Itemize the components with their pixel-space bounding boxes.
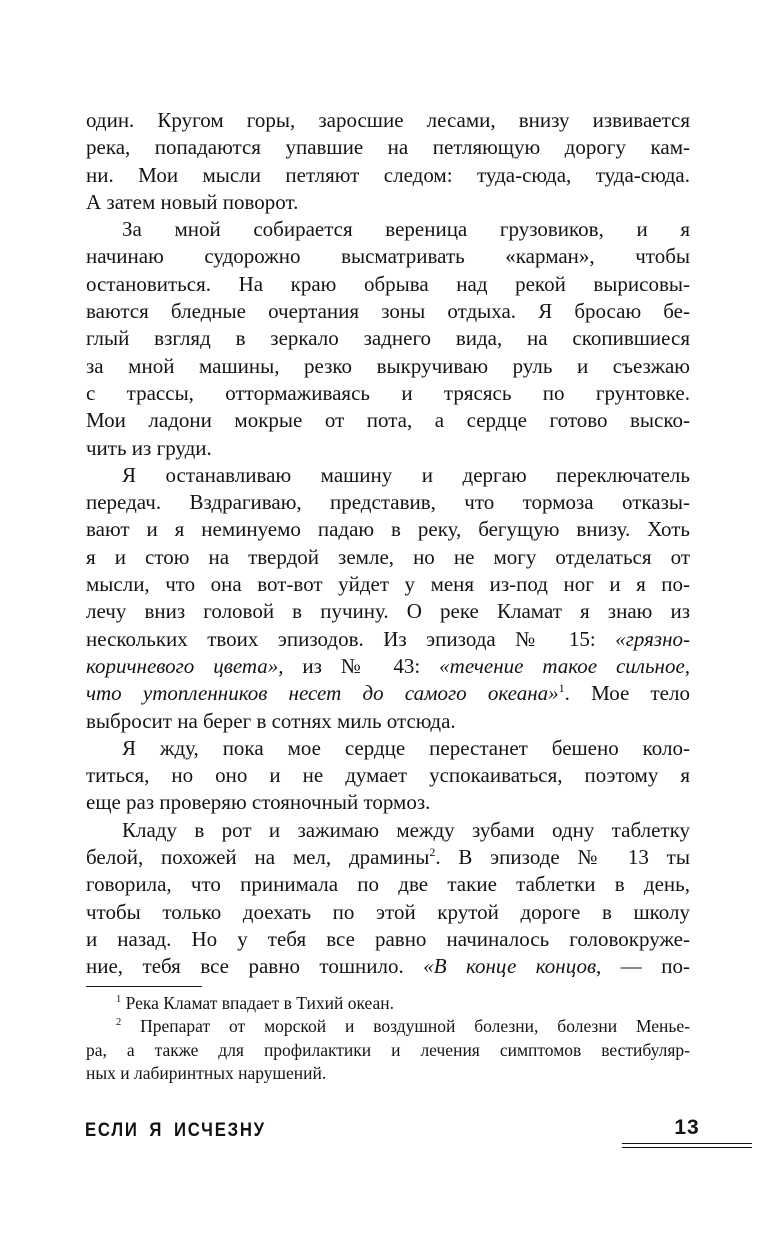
text-segment: . В эпизоде № 13 ты <box>435 845 690 870</box>
body-text-line <box>86 298 690 325</box>
text-segment: ние, тебя все равно тошнило. <box>86 954 424 979</box>
body-text-line <box>86 516 690 543</box>
running-title: ЕСЛИ Я ИСЧЕЗНУ <box>85 1120 266 1141</box>
body-text-line <box>86 844 690 871</box>
body-text-line <box>86 571 690 598</box>
text-segment: и назад. Но у тебя все равно начиналось головокруже- <box>86 926 690 951</box>
footnote-separator <box>86 986 202 987</box>
body-text-line <box>86 107 690 134</box>
footnote-line <box>86 1015 690 1038</box>
text-segment: остановиться. На краю обрыва над рекой вырисовы- <box>86 271 690 296</box>
text-segment: ных и лабиринтных нарушений. <box>86 1062 327 1083</box>
text-segment: Мои ладони мокрые от пота, а сердце готово выско- <box>86 408 690 433</box>
text-segment: Кладу в рот и зажимаю между зубами одну таблетку <box>122 817 690 842</box>
footnote-marker: 1 <box>558 681 565 696</box>
text-segment: чтобы только доехать по этой крутой дороге в школу <box>86 899 690 924</box>
body-text-line <box>86 134 690 161</box>
italic-text-segment: что утопленников несет до самого океана» <box>86 681 559 706</box>
italic-text-segment: «течение такое сильное, <box>439 653 691 678</box>
text-segment: А затем новый поворот. <box>86 189 299 214</box>
text-segment: Я останавливаю машину и дергаю переключатель <box>122 462 690 487</box>
page-number-rule <box>622 1143 752 1148</box>
text-segment: вают и я неминуемо падаю в реку, бегущую внизу. Хоть <box>86 517 690 542</box>
footnotes <box>86 992 690 1085</box>
text-segment: мысли, что она вот-вот уйдет у меня из-под ног и я по- <box>86 572 690 597</box>
body-text-line <box>86 462 690 489</box>
text-segment: река, попадаются упавшие на петляющую дорогу кам- <box>86 135 690 160</box>
body-text-line <box>86 325 690 352</box>
body-text-line <box>86 380 690 407</box>
body-text-line <box>86 216 690 243</box>
body-text-line <box>86 407 690 434</box>
body-text-line <box>86 653 690 680</box>
text-segment: за мной машины, резко выкручиваю руль и съезжаю <box>86 353 690 378</box>
text-segment: За мной собирается вереница грузовиков, и я <box>122 217 690 242</box>
body-text-line <box>86 680 690 707</box>
footnote-line <box>86 992 690 1015</box>
text-segment: титься, но оно и не думает успокаиваться, поэтому я <box>86 763 690 788</box>
body-text-line <box>86 626 690 653</box>
body-text-line <box>86 953 690 980</box>
footnote-line <box>86 1039 690 1062</box>
body-text-line <box>86 162 690 189</box>
italic-text-segment: коричневого цвета», <box>86 653 284 678</box>
footnote-line <box>86 1062 690 1085</box>
text-segment: глый взгляд в зеркало заднего вида, на скопившиеся <box>86 326 690 351</box>
text-segment: один. Кругом горы, заросшие лесами, внизу извивается <box>86 108 690 132</box>
text-segment: еще раз проверяю стояночный тормоз. <box>86 790 431 815</box>
body-text-line <box>86 926 690 953</box>
text-segment: говорила, что принимала по две такие таблетки в день, <box>86 872 690 897</box>
text-segment: ни. Мои мысли петляют следом: туда-сюда, туда-сюда. <box>86 162 690 187</box>
text-segment: выбросит на берег в сотнях миль отсюда. <box>86 708 456 733</box>
body-text-line <box>86 353 690 380</box>
body-text-line <box>86 762 690 789</box>
footnote-marker: 2 <box>116 1017 122 1029</box>
text-segment: — по- <box>601 954 690 979</box>
text-segment: начинаю судорожно высматривать «карман», чтобы <box>86 244 690 269</box>
italic-text-segment: «В конце концов, <box>423 954 602 979</box>
body-text-line <box>86 871 690 898</box>
body-text-line <box>86 789 690 816</box>
text-segment: нескольких твоих эпизодов. Из эпизода № 15: <box>86 626 616 651</box>
body-text-line <box>86 598 690 625</box>
text-segment: чить из груди. <box>86 435 212 460</box>
italic-text-segment: «грязно- <box>615 626 690 651</box>
text-segment: Река Кламат впадает в Тихий океан. <box>121 993 395 1013</box>
text-segment: белой, похожей на мел, драмины <box>86 845 430 870</box>
text-segment: . Мое тело <box>564 681 690 706</box>
text-segment: я и стою на твердой земле, но не могу отделаться от <box>86 544 690 569</box>
body-text-line <box>86 489 690 516</box>
body-text-line <box>86 271 690 298</box>
text-segment: Я жду, пока мое сердце перестанет бешено коло- <box>122 735 690 760</box>
body-text <box>86 107 690 981</box>
page-number: 13 <box>674 1116 700 1139</box>
footnote-marker: 1 <box>116 994 122 1006</box>
body-text-line <box>86 708 690 735</box>
body-text-line <box>86 243 690 270</box>
body-text-line <box>86 435 690 462</box>
text-segment: Препарат от морской и воздушной болезни, болезни Менье- <box>121 1016 690 1037</box>
body-text-line <box>86 899 690 926</box>
body-text-line <box>86 189 690 216</box>
text-segment: ваются бледные очертания зоны отдыха. Я бросаю бе- <box>86 299 690 324</box>
body-text-line <box>86 817 690 844</box>
text-segment: с трассы, оттормаживаясь и трясясь по грунтовке. <box>86 380 690 405</box>
body-text-line <box>86 544 690 571</box>
text-segment: из № 43: <box>283 653 440 678</box>
text-segment: ра, а также для профилактики и лечения симптомов вестибуляр- <box>86 1039 690 1060</box>
text-segment: передач. Вздрагиваю, представив, что тормоза отказы- <box>86 490 690 515</box>
text-segment: лечу вниз головой в пучину. О реке Кламат я знаю из <box>86 599 690 624</box>
body-text-line <box>86 735 690 762</box>
footnote-marker: 2 <box>429 845 436 860</box>
